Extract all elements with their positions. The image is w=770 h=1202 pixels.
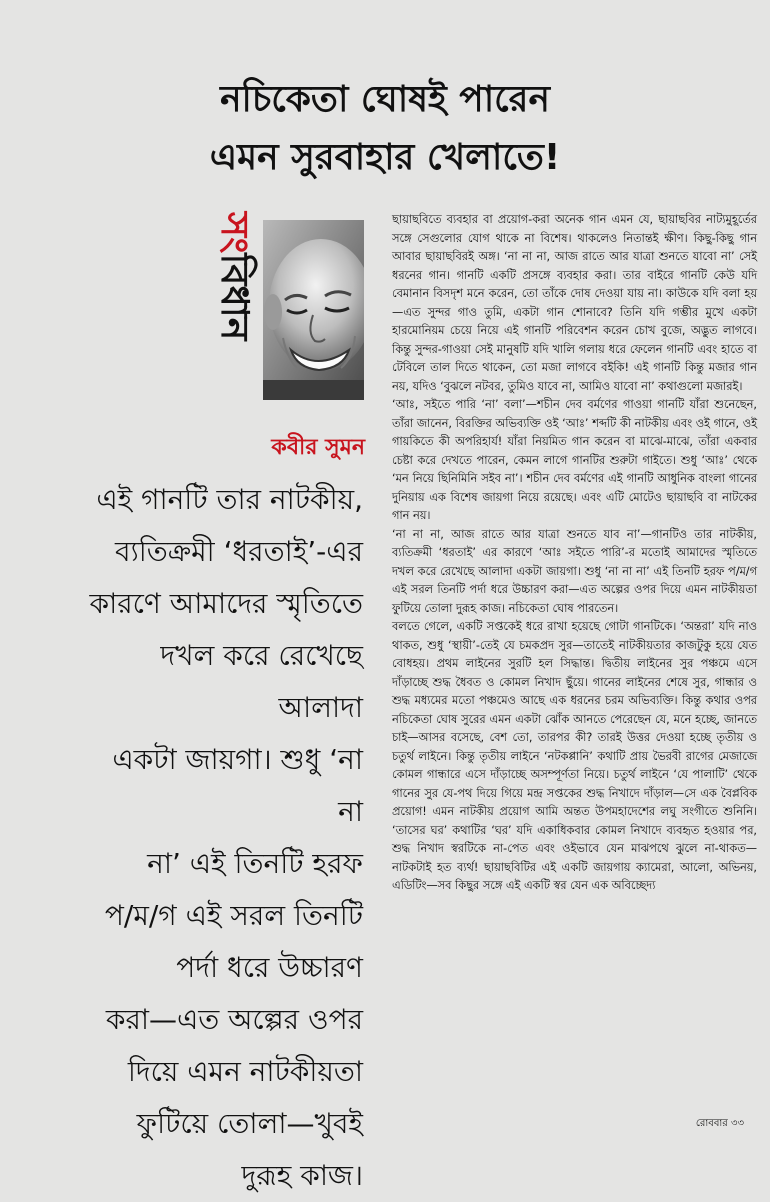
pull-quote-line: ফুটিয়ে তোলা—খুবই [136,1107,363,1140]
article-body [392,211,757,896]
pull-quote-line: এই গানটি তার নাটকীয়, [96,483,363,516]
pull-quote-line: ব্যতিক্রমী ‘ধরতাই’-এর [115,535,363,568]
pull-quote [88,474,363,1202]
column-label-red: সং [213,212,257,254]
column-label [210,212,262,402]
pull-quote-line: দিয়ে এমন নাটকীয়তা [127,1055,363,1088]
body-paragraph: ‘না না না, আজ রাতে আর যাত্রা শুনতে যাব না’—গানটিও তার নাটকীয়, ব্যতিক্রমী ‘ধরতাই’ এর কারণে ‘আঃ সইতে পারি’-র মতোই আমাদের স্মৃতিতে দখল করে রেখেছে আলাদা একটা জায়গা। শুধু ‘না না না’ এই তিনটি হরফ প/ম/গ এই সরল তিনটি পর্দা ধরে উচ্চারণ করা—এত অল্পের ওপর দিয়ে এমন নাটকীয়তা ফুটিয়ে তোলা দুরূহ কাজ। নচিকেতা ঘোষ পারতেন। [392,527,758,615]
pull-quote-line: কারণে আমাদের স্মৃতিতে [89,587,363,620]
pull-quote-line: দখল করে রেখেছে আলাদা [160,639,363,724]
author-photo [263,220,364,400]
author-name: কবীর সুমন [271,435,365,460]
headline-line-2: এমন সুরবাহার খেলাতে! [209,137,561,178]
headline-line-1: নচিকেতা ঘোষই পারেন [220,79,550,120]
page-footer: রোববার ৩৩ [695,1118,744,1129]
pull-quote-line: একটা জায়গা। শুধু ‘না না [112,743,363,828]
pull-quote-line: করা—এত অল্পের ওপর [105,1003,363,1036]
body-paragraph: ছায়াছবিতে ব্যবহার বা প্রয়োগ-করা অনেক গান এমন যে, ছায়াছবির নাট্যমুহূর্তের সঙ্গে সেগুলোর যোগ থাকে না বিশেষ। থাকলেও নিতান্তই ক্ষীণ। কিছু-কিছু গান আবার ছায়াছবিরই অঙ্গ। ‘না না না, আজ রাতে আর যাত্রা শুনতে যাবো না’ সেই ধরনের গান। গানটি একটি প্রসঙ্গে ব্যবহার করা। তার বাইরে গানটি কেউ যদি বেমানান বিসদৃশ মনে করেন, তো তাঁকে দোষ দেওয়া যায় না। কাউকে যদি বলা হয়—এত সুন্দর গাও তুমি, একটা গান শোনাবে? তিনি যদি গম্ভীর মুখে একটা হারমোনিয়ম চেয়ে নিয়ে এই গানটি পরিবেশন করেন চোখ বুজে, অদ্ভুত লাগবে। কিন্তু সুন্দর-গাওয়া সেই মানুষটি যদি খালি গলায় ধরে ফেলেন গানটি এবং হাতে বা টেবিলে তাল দিতে থাকেন, তো মজা লাগবে বইকি! এই গানটি কিন্তু মজার গান নয়, যদিও ‘বুঝলে নটবর, তুমিও যাবে না, আমিও যাবো না’ কথাগুলো মজারই। [392,213,757,393]
pull-quote-line: দুরূহ কাজ। [241,1159,363,1192]
column-label-black: বিধান [213,253,257,341]
pull-quote-line: পর্দা ধরে উচ্চারণ [176,951,363,984]
pull-quote-line: না’ এই তিনটি হরফ [147,847,363,880]
pull-quote-line: প/ম/গ এই সরল তিনটি [104,899,363,932]
portrait-illustration [263,220,364,400]
body-paragraph: বলতে গেলে, একটি সপ্তকেই ধরে রাখা হয়েছে গোটা গানটিকে। ‘অন্তরা’ যদি নাও থাকত, শুধু ‘স্থায়ী’-তেই যে চমকপ্রদ সুর—তাতেই নাটকীয়তার কাজটুকু হয়ে যেত বোধহয়। প্রথম লাইনের সুরটি হল সিদ্ধান্ত। দ্বিতীয় লাইনের সুর পঞ্চমে এসে দাঁড়াচ্ছে শুদ্ধ ধৈবত ও কোমল নিখাদ ছুঁয়ে। গানের লাইনের শেষে সুর, গান্ধার ও শুদ্ধ মধ্যমের মতো পঞ্চমেও আছে এক ধরনের চরম অভিব্যক্তি। কিন্তু কথার ওপর নচিকেতা ঘোষ সুরের এমন একটা ঝোঁক আনতে পেরেছেন যে, মনে হচ্ছে, জানতে চাই—আসর বসেছে, বেশ তো, তারপর কী? তারই উত্তর দেওয়া হচ্ছে তৃতীয় ও চতুর্থ লাইনে। কিন্তু তৃতীয় লাইনে ‘নটকপ্পানি’ কথাটি প্রায় ভৈরবী রাগের মেজাজে কোমল গান্ধারে এসে দাঁড়াচ্ছে অসম্পূর্ণতা নিয়ে। চতুর্থ লাইনে ‘যে পালাটি’ থেকে গানের সুর যে-পথ দিয়ে গিয়ে মন্দ্র সপ্তকের শুদ্ধ নিখাদে দাঁড়াল—সে এক বৈপ্লবিক প্রয়োগ! এমন নাটকীয় প্রয়োগ আমি অন্তত উপমহাদেশের লঘু সংগীতে শুনিনি। ‘তাসের ঘর’ কথাটির ‘ঘর’ যদি একাধিকবার কোমল নিখাদে ব্যবহৃত হওয়ার পর, শুদ্ধ নিখাদ স্বরটিকে না-পেত এবং ওইভাবে যেন মাঝপথে ঝুলে না-থাকত—নাটকটাই হত ব্যর্থ! ছায়াছবিটির এই একটি জায়গায় ক্যামেরা, আলো, অভিনয়, এডিটিং—সব কিছুর সঙ্গে এই একটি স্বর যেন এক অবিচ্ছেদ্য [392,620,757,892]
body-paragraph: ‘আঃ, সইতে পারি ‘না’ বলা’—শচীন দেব বর্মণের গাওয়া গানটি যাঁরা শুনেছেন, তাঁরা জানেন, বিরক্তির অভিব্যক্তি ওই ‘আঃ’ শব্দটি কী নাটকীয় এবং ওই গানে, ওই গায়কিতে কী অপরিহার্য! যাঁরা নিয়মিত গান করেন বা মাঝে-মাঝে, তাঁরা একবার চেষ্টা করে দেখতে পারেন, কেমন লাগে গানটির শুরুটা গাইতে। শুধু ‘আঃ’ থেকে ‘মন নিয়ে ছিনিমিনি সইব না’। শচীন দেব বর্মণের এই গানটি আধুনিক বাংলা গানের দুনিয়ায় এক বিশেষ জায়গা নিয়ে রয়েছে। এবং এটি মোটেও ছায়াছবি বা নাটকের গান নয়। [392,398,757,522]
